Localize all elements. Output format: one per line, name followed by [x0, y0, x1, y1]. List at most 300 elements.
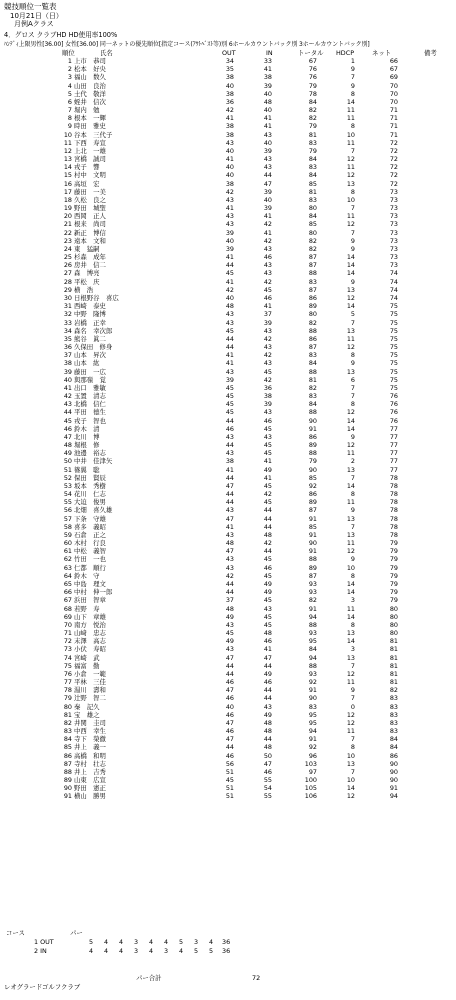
cell-tot: 89 — [308, 563, 317, 572]
cell-rank: 37 — [63, 351, 72, 360]
cell-out: 47 — [225, 547, 234, 556]
cell-hdcp: 13 — [346, 179, 355, 188]
cell-out: 44 — [225, 580, 234, 588]
cell-rank: 5 — [67, 89, 72, 98]
course-par-table — [0, 929, 456, 956]
cell-net: 78 — [389, 506, 398, 515]
cell-net: 67 — [389, 65, 398, 74]
cell-rank: 74 — [63, 653, 72, 662]
table-row — [0, 335, 456, 343]
table-row — [0, 727, 456, 735]
cell-net: 74 — [389, 269, 398, 278]
table-row — [0, 760, 456, 768]
cell-out: 47 — [225, 686, 234, 695]
cell-net: 70 — [389, 97, 398, 106]
table-row — [0, 269, 456, 277]
cell-tot: 105 — [304, 784, 317, 793]
cell-out: 44 — [225, 743, 234, 752]
cell-out: 40 — [225, 293, 234, 302]
hole-par: 4 — [148, 947, 154, 955]
cell-out: 43 — [225, 138, 234, 147]
cell-tot: 91 — [308, 530, 317, 539]
hole-par: 5 — [178, 938, 184, 946]
cell-tot: 83 — [308, 702, 317, 711]
cell-net: 80 — [389, 612, 398, 621]
cell-rank: 56 — [63, 506, 72, 515]
cell-name: 小倉 一範 — [74, 669, 106, 678]
cell-name: 宮橋 誠司 — [74, 155, 106, 164]
cell-name: 上市 恭司 — [74, 57, 106, 65]
cell-rank: 91 — [63, 792, 72, 801]
table-row — [0, 245, 456, 253]
cell-tot: 88 — [308, 367, 317, 376]
cell-out: 43 — [225, 563, 234, 572]
cell-out: 40 — [225, 236, 234, 245]
cell-tot: 83 — [308, 277, 317, 286]
table-row — [0, 90, 456, 98]
cell-name: 高橋 和明 — [74, 751, 106, 760]
cell-net: 75 — [389, 334, 398, 343]
cell-rank: 20 — [63, 212, 72, 221]
table-row — [0, 131, 456, 139]
cell-rank: 77 — [63, 678, 72, 687]
cell-name: 土代 敬洋 — [74, 89, 106, 98]
table-row — [0, 515, 456, 523]
cell-rank: 8 — [67, 114, 72, 123]
cell-out: 46 — [225, 694, 234, 703]
cell-name: 横 浩 — [74, 285, 94, 294]
cell-rank: 25 — [63, 253, 72, 262]
cell-rank: 29 — [63, 285, 72, 294]
cell-hdcp: 7 — [350, 522, 355, 531]
cell-out: 48 — [225, 604, 234, 613]
cell-in: 48 — [263, 629, 272, 638]
cell-rank: 60 — [63, 539, 72, 548]
cell-name: 宝 雄之 — [74, 710, 100, 719]
cell-out: 40 — [225, 146, 234, 155]
cell-out: 43 — [225, 367, 234, 376]
cell-out: 44 — [225, 669, 234, 678]
cell-rank: 24 — [63, 244, 72, 253]
cell-out: 49 — [225, 612, 234, 621]
cell-name: 山本 紘 — [74, 359, 100, 368]
cell-hdcp: 8 — [350, 122, 355, 131]
cell-out: 43 — [225, 318, 234, 327]
course-par-total: 36 — [222, 938, 231, 946]
cell-rank: 65 — [63, 580, 72, 588]
cell-name: 井上 吉秀 — [74, 767, 106, 776]
event-date: 10月21日（日） — [10, 12, 63, 20]
hole-par: 4 — [208, 938, 214, 946]
cell-rank: 73 — [63, 645, 72, 654]
cell-name: 中西 幸生 — [74, 727, 106, 736]
cell-name: 北橋 信仁 — [74, 400, 106, 409]
cell-rank: 78 — [63, 686, 72, 695]
cell-hdcp: 9 — [350, 65, 355, 74]
cell-rank: 57 — [63, 514, 72, 523]
cell-name: 熊谷 眞二 — [74, 334, 106, 343]
hole-par: 4 — [103, 938, 109, 946]
cell-in: 41 — [263, 65, 272, 74]
cell-in: 49 — [263, 669, 272, 678]
table-row — [0, 65, 456, 73]
cell-name: 小伏 寿昭 — [74, 645, 106, 654]
cell-name: 戎子 智也 — [74, 416, 106, 425]
cell-tot: 93 — [308, 588, 317, 597]
cell-hdcp: 12 — [346, 293, 355, 302]
cell-rank: 49 — [63, 449, 72, 458]
cell-tot: 88 — [308, 326, 317, 335]
cell-out: 44 — [225, 498, 234, 507]
cell-hdcp: 9 — [350, 244, 355, 253]
cell-name: 山東 広宣 — [74, 776, 106, 785]
cell-out: 41 — [225, 253, 234, 262]
cell-tot: 96 — [308, 751, 317, 760]
cell-rank: 40 — [63, 375, 72, 384]
cell-hdcp: 1 — [350, 57, 355, 65]
cell-net: 71 — [389, 122, 398, 131]
table-row — [0, 776, 456, 784]
cell-out: 41 — [225, 522, 234, 531]
cell-rank: 84 — [63, 735, 72, 744]
cell-hdcp: 14 — [346, 97, 355, 106]
cell-tot: 83 — [308, 392, 317, 401]
cell-tot: 92 — [308, 743, 317, 752]
table-row — [0, 768, 456, 776]
cell-name: 岩橋 正幸 — [74, 318, 106, 327]
cell-out: 35 — [225, 65, 234, 74]
cell-net: 81 — [389, 661, 398, 670]
cell-net: 73 — [389, 253, 398, 262]
cell-net: 75 — [389, 359, 398, 368]
cell-out: 45 — [225, 326, 234, 335]
cell-out: 44 — [225, 490, 234, 499]
cell-in: 44 — [263, 694, 272, 703]
cell-in: 49 — [263, 465, 272, 474]
cell-net: 71 — [389, 130, 398, 139]
table-row — [0, 711, 456, 719]
cell-tot: 82 — [308, 596, 317, 605]
cell-hdcp: 14 — [346, 253, 355, 262]
cell-net: 90 — [389, 759, 398, 768]
table-row — [0, 752, 456, 760]
cell-hdcp: 13 — [346, 759, 355, 768]
cell-name: 鈴木 清 — [74, 424, 100, 433]
cell-rank: 3 — [67, 73, 72, 82]
cell-in: 45 — [263, 498, 272, 507]
cell-tot: 95 — [308, 718, 317, 727]
cell-in: 54 — [263, 784, 272, 793]
cell-hdcp: 9 — [350, 81, 355, 90]
cell-tot: 85 — [308, 179, 317, 188]
cell-name: 戎子 響 — [74, 163, 100, 172]
hole-par: 4 — [88, 947, 94, 955]
cell-net: 91 — [389, 784, 398, 793]
hole-par: 4 — [163, 938, 169, 946]
cell-name: 藤田 一美 — [74, 187, 106, 196]
cell-name: 北畑 喜久雄 — [74, 506, 113, 515]
cell-name: 西崎 泰史 — [74, 302, 106, 311]
table-row — [0, 596, 456, 604]
cell-out: 45 — [225, 392, 234, 401]
cell-hdcp: 11 — [346, 678, 355, 687]
cell-rank: 15 — [63, 171, 72, 180]
cell-rank: 48 — [63, 441, 72, 450]
cell-in: 43 — [263, 261, 272, 270]
hole-par: 3 — [193, 938, 199, 946]
cell-out: 51 — [225, 784, 234, 793]
cell-in: 45 — [263, 449, 272, 458]
table-row — [0, 588, 456, 596]
cell-net: 78 — [389, 498, 398, 507]
cell-out: 44 — [225, 473, 234, 482]
cell-hdcp: 14 — [346, 588, 355, 597]
cell-tot: 87 — [308, 571, 317, 580]
cell-tot: 79 — [308, 146, 317, 155]
cell-net: 77 — [389, 449, 398, 458]
cell-tot: 93 — [308, 669, 317, 678]
cell-name: 北川 博 — [74, 432, 100, 441]
cell-hdcp: 7 — [350, 228, 355, 237]
cell-name: 西岡 正人 — [74, 212, 106, 221]
cell-in: 39 — [263, 187, 272, 196]
cell-rank: 31 — [63, 302, 72, 311]
cell-hdcp: 14 — [346, 424, 355, 433]
cell-hdcp: 3 — [350, 645, 355, 654]
cell-net: 75 — [389, 318, 398, 327]
cell-net: 83 — [389, 702, 398, 711]
cell-out: 42 — [225, 187, 234, 196]
cell-net: 71 — [389, 114, 398, 123]
table-row — [0, 261, 456, 269]
cell-out: 42 — [225, 285, 234, 294]
cell-net: 72 — [389, 138, 398, 147]
cell-out: 44 — [225, 588, 234, 597]
cell-net: 77 — [389, 465, 398, 474]
cell-name: 杉森 成年 — [74, 253, 106, 262]
table-row — [0, 237, 456, 245]
cell-in: 42 — [263, 490, 272, 499]
table-row — [0, 784, 456, 792]
cell-hdcp: 7 — [350, 694, 355, 703]
cell-rank: 68 — [63, 604, 72, 613]
cell-rank: 39 — [63, 367, 72, 376]
table-row — [0, 392, 456, 400]
cell-name: 新正 博信 — [74, 228, 106, 237]
club-name: レオグラードゴルフクラブ — [4, 983, 81, 991]
cell-tot: 95 — [308, 710, 317, 719]
cell-net: 78 — [389, 490, 398, 499]
cell-in: 48 — [263, 718, 272, 727]
cell-net: 75 — [389, 367, 398, 376]
cell-tot: 84 — [308, 155, 317, 164]
cell-in: 36 — [263, 383, 272, 392]
cell-tot: 87 — [308, 506, 317, 515]
cell-in: 44 — [263, 522, 272, 531]
cell-tot: 79 — [308, 122, 317, 131]
cell-net: 81 — [389, 678, 398, 687]
cell-net: 72 — [389, 171, 398, 180]
cell-in: 41 — [263, 302, 272, 311]
cell-in: 49 — [263, 588, 272, 597]
cell-name: 上北 一雄 — [74, 146, 106, 155]
cell-hdcp: 11 — [346, 498, 355, 507]
hole-par: 5 — [208, 947, 214, 955]
course-header-row — [0, 929, 456, 938]
cell-hdcp: 7 — [350, 318, 355, 327]
cell-out: 42 — [225, 571, 234, 580]
cell-rank: 28 — [63, 277, 72, 286]
cell-name: 中松 義智 — [74, 547, 106, 556]
cell-name: 鈴木 守 — [74, 571, 100, 580]
cell-out: 37 — [225, 596, 234, 605]
cell-in: 42 — [263, 351, 272, 360]
cell-net: 90 — [389, 767, 398, 776]
cell-tot: 95 — [308, 637, 317, 646]
cell-rank: 35 — [63, 334, 72, 343]
cell-out: 47 — [225, 481, 234, 490]
table-row — [0, 580, 456, 588]
cell-net: 83 — [389, 710, 398, 719]
cell-rank: 52 — [63, 473, 72, 482]
cell-in: 44 — [263, 547, 272, 556]
cell-name: 宮崎 武 — [74, 653, 100, 662]
cell-rank: 54 — [63, 490, 72, 499]
cell-net: 66 — [389, 57, 398, 65]
table-row — [0, 703, 456, 711]
cell-in: 44 — [263, 514, 272, 523]
table-row — [0, 155, 456, 163]
cell-name: 仁都 順行 — [74, 563, 106, 572]
cell-hdcp: 13 — [346, 465, 355, 474]
cell-in: 40 — [263, 106, 272, 115]
cell-hdcp: 11 — [346, 727, 355, 736]
par-label: パー — [70, 929, 83, 937]
cell-tot: 91 — [308, 686, 317, 695]
cell-rank: 83 — [63, 727, 72, 736]
table-row — [0, 384, 456, 392]
cell-rank: 2 — [67, 65, 72, 74]
cell-hdcp: 8 — [350, 351, 355, 360]
cell-hdcp: 12 — [346, 408, 355, 417]
table-row — [0, 294, 456, 302]
table-row — [0, 572, 456, 580]
cell-rank: 7 — [67, 106, 72, 115]
par-total-label: パー合計 — [136, 974, 162, 982]
cell-hdcp: 14 — [346, 269, 355, 278]
cell-hdcp: 12 — [346, 718, 355, 727]
cell-out: 46 — [225, 424, 234, 433]
cell-net: 75 — [389, 310, 398, 319]
cell-out: 46 — [225, 678, 234, 687]
cell-in: 47 — [263, 653, 272, 662]
cell-net: 78 — [389, 522, 398, 531]
cell-hdcp: 14 — [346, 481, 355, 490]
col-remarks-header: 備考 — [424, 49, 437, 57]
cell-hdcp: 13 — [346, 629, 355, 638]
cell-tot: 84 — [308, 212, 317, 221]
cell-tot: 85 — [308, 522, 317, 531]
par-total-value: 72 — [252, 974, 261, 982]
table-row — [0, 555, 456, 563]
table-row — [0, 220, 456, 228]
cell-in: 42 — [263, 236, 272, 245]
table-row — [0, 253, 456, 261]
cell-out: 46 — [225, 727, 234, 736]
cell-in: 44 — [263, 171, 272, 180]
cell-net: 72 — [389, 179, 398, 188]
col-out-header: OUT — [222, 49, 236, 57]
cell-hdcp: 9 — [350, 359, 355, 368]
cell-net: 76 — [389, 408, 398, 417]
cell-rank: 72 — [63, 637, 72, 646]
table-row — [0, 662, 456, 670]
table-row — [0, 310, 456, 318]
cell-rank: 61 — [63, 547, 72, 556]
cell-hdcp: 8 — [350, 400, 355, 409]
cell-name: 森 博亮 — [74, 269, 100, 278]
cell-rank: 38 — [63, 359, 72, 368]
cell-net: 84 — [389, 743, 398, 752]
cell-tot: 94 — [308, 653, 317, 662]
cell-hdcp: 5 — [350, 310, 355, 319]
cell-tot: 82 — [308, 114, 317, 123]
cell-net: 79 — [389, 580, 398, 588]
table-row — [0, 621, 456, 629]
cell-tot: 88 — [308, 620, 317, 629]
cell-tot: 84 — [308, 645, 317, 654]
cell-hdcp: 8 — [350, 187, 355, 196]
cell-hdcp: 13 — [346, 285, 355, 294]
cell-rank: 86 — [63, 751, 72, 760]
cell-in: 44 — [263, 506, 272, 515]
cell-net: 73 — [389, 212, 398, 221]
cell-name: 山下 章雄 — [74, 612, 106, 621]
cell-rank: 27 — [63, 269, 72, 278]
cell-in: 39 — [263, 400, 272, 409]
cell-net: 79 — [389, 547, 398, 556]
cell-hdcp: 9 — [350, 236, 355, 245]
cell-tot: 86 — [308, 490, 317, 499]
cell-name: 東 猛嗣 — [74, 244, 100, 253]
cell-rank: 70 — [63, 620, 72, 629]
cell-in: 41 — [263, 212, 272, 221]
cell-hdcp: 12 — [346, 547, 355, 556]
cell-hdcp: 14 — [346, 416, 355, 425]
cell-out: 44 — [225, 334, 234, 343]
cell-rank: 71 — [63, 629, 72, 638]
cell-name: 平松 庆 — [74, 277, 100, 286]
table-row — [0, 433, 456, 441]
cell-tot: 85 — [308, 473, 317, 482]
table-row — [0, 368, 456, 376]
hole-par: 3 — [133, 938, 139, 946]
cell-in: 38 — [263, 392, 272, 401]
table-row — [0, 147, 456, 155]
page-title: 競技順位一覧表 — [4, 2, 57, 11]
table-row — [0, 498, 456, 506]
cell-tot: 86 — [308, 334, 317, 343]
table-row — [0, 82, 456, 90]
cell-out: 45 — [225, 408, 234, 417]
cell-name: 辻野 智二 — [74, 694, 106, 703]
cell-tot: 89 — [308, 302, 317, 311]
cell-name: 高垣 宏 — [74, 179, 100, 188]
table-row — [0, 98, 456, 106]
cell-hdcp: 11 — [346, 334, 355, 343]
cell-hdcp: 7 — [350, 473, 355, 482]
cell-out: 47 — [225, 514, 234, 523]
